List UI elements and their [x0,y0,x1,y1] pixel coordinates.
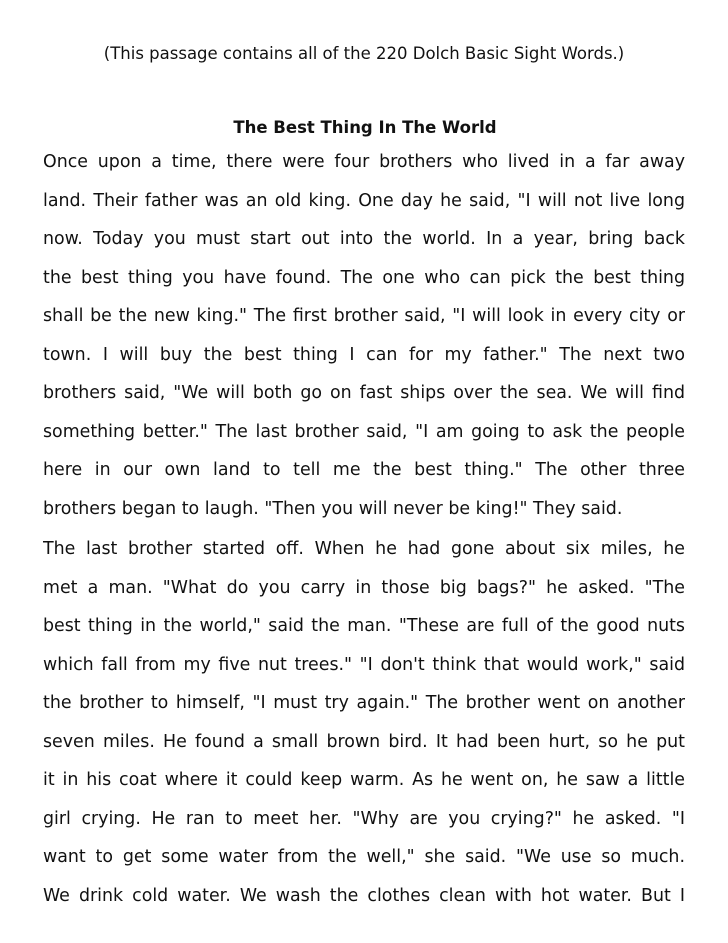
text-line: Once upon a time, there were four brothers who lived in a far away [43,152,685,172]
paragraph-2 [43,530,685,915]
text-line: girl crying. He ran to meet her. "Why are you crying?" he asked. "I [43,808,685,829]
text-line: seven miles. He found a small brown bird. It had been hurt, so he put [43,731,685,752]
text-line: which fall from my five nut trees." "I don't think that would work," said [43,654,685,675]
text-line: brothers began to laugh. "Then you will never be king!" They said. [43,498,623,519]
text-line: brothers said, "We will both go on fast ships over the sea. We will find [43,383,685,403]
text-line: town. I will buy the best thing I can for my father." The next two [43,344,685,365]
story-title: The Best Thing In The World [233,118,497,137]
text-line: want to get some water from the well," she said. "We use so much. [43,847,685,867]
text-line: it in his coat where it could keep warm. As he went on, he saw a little [43,770,685,790]
text-line: now. Today you must start out into the world. In a year, bring back [43,229,685,249]
text-line: The last brother started off. When he had gone about six miles, he [43,539,685,559]
text-line: met a man. "What do you carry in those big bags?" he asked. "The [43,577,685,598]
text-line: the brother to himself, "I must try again." The brother went on another [43,693,685,713]
dolch-note: (This passage contains all of the 220 Dolch Basic Sight Words.) [103,44,625,63]
text-line: something better." The last brother said, "I am going to ask the people [43,421,685,442]
paragraph-1 [43,143,685,528]
text-line: shall be the new king." The first brother said, "I will look in every city or [43,306,685,326]
text-line: We drink cold water. We wash the clothes clean with hot water. But I [43,885,685,906]
text-line: here in our own land to tell me the best thing." The other three [43,460,685,480]
text-line: best thing in the world," said the man. "These are full of the good nuts [43,616,685,636]
text-line: the best thing you have found. The one who can pick the best thing [43,267,685,288]
text-line: land. Their father was an old king. One day he said, "I will not live long [43,190,685,211]
